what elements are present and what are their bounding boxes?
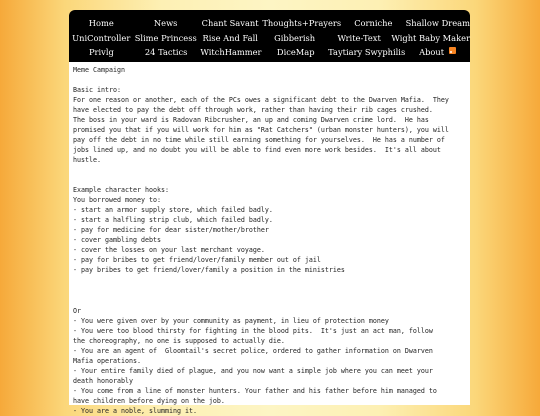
page-container: [69, 10, 470, 405]
nav-corniche-link[interactable]: Corniche: [341, 16, 405, 30]
text-line: Meme Campaign: [73, 66, 125, 74]
text-line: - You were given over by your community as payment, in lieu of protection money: [73, 317, 389, 325]
text-line: the choreography, no one is supposed to actually die.: [73, 337, 285, 345]
text-line: - start a halfling strip club, which failed badly.: [73, 216, 273, 224]
text-line: jobs lined up, and no doubt you will be able to find even more work besides. It's all about: [73, 146, 441, 154]
nav-slime-princess-link[interactable]: Slime Princess: [133, 31, 197, 45]
nav-row-2: [69, 31, 470, 46]
text-line: - You are a noble, slumming it.: [73, 407, 197, 415]
nav-gibberish-link[interactable]: Gibberish: [262, 31, 326, 45]
nav-row-3: [69, 45, 470, 60]
text-line: have elected to pay the debt off through work, rather than having their rib cages crushed.: [73, 106, 433, 114]
nav-rise-and-fall-link[interactable]: Rise And Fall: [198, 31, 262, 45]
text-line: - start an armor supply store, which failed badly.: [73, 206, 273, 214]
nav-write-text-link[interactable]: Write-Text: [327, 31, 391, 45]
text-line: - pay bribes to get friend/lover/family a position in the ministries: [73, 266, 345, 274]
nav-24-tactics-link[interactable]: 24 Tactics: [134, 45, 199, 59]
text-line: For one reason or another, each of the PCs owes a significant debt to the Dwarven Mafia. They: [73, 96, 449, 104]
document-text: [73, 65, 466, 416]
text-line: - You were too blood thirsty for fighting in the blood pits. It's just an act man, follow: [73, 327, 433, 335]
nav-about-link[interactable]: About: [419, 47, 444, 57]
rss-feed-icon[interactable]: [449, 47, 456, 54]
nav-home-link[interactable]: Home: [69, 16, 133, 30]
text-line: Basic intro:: [73, 86, 121, 94]
text-line: Mafia operations.: [73, 357, 141, 365]
nav-privlg-link[interactable]: Privlg: [69, 45, 134, 59]
text-line: - cover the losses on your last merchant voyage.: [73, 246, 265, 254]
text-line: Example character hooks:: [73, 186, 169, 194]
text-line: - Your entire family died of plague, and you now want a simple job where you can meet your: [73, 367, 433, 375]
text-line: The boss in your ward is Radovan Ribcrusher, an up and coming Dwarven crime lord. He has: [73, 116, 429, 124]
nav-wight-baby-maker-link[interactable]: Wight Baby Maker: [391, 31, 470, 45]
nav-news-link[interactable]: News: [133, 16, 197, 30]
content-area: [69, 62, 470, 405]
nav-taytiary-swyphilis-link[interactable]: Taytiary Swyphilis: [328, 45, 405, 59]
text-line: - pay for bribes to get friend/lover/family member out of jail: [73, 256, 321, 264]
text-line: - You are an agent of Gloomtail's secret police, ordered to gather information on Dwarven: [73, 347, 433, 355]
text-line: Or: [73, 307, 81, 315]
nav-witchhammer-link[interactable]: WitchHammer: [199, 45, 264, 59]
text-line: You borrowed money to:: [73, 196, 161, 204]
text-line: pay off the debt in no time while still earning something for yourselves. He has a number of: [73, 136, 445, 144]
nav-about-item: [405, 45, 470, 59]
text-line: - pay for medicine for dear sister/mother/brother: [73, 226, 269, 234]
top-navigation: [69, 10, 470, 62]
text-line: death honorably: [73, 377, 133, 385]
nav-chant-savant-link[interactable]: Chant Savant: [198, 16, 262, 30]
nav-thoughts-prayers-link[interactable]: Thoughts+Prayers: [262, 16, 341, 30]
nav-row-1: [69, 16, 470, 31]
text-line: - You come from a line of monster hunters. Your father and his father before him managed to: [73, 387, 437, 395]
text-line: have children before dying on the job.: [73, 397, 225, 405]
text-line: hustle.: [73, 156, 101, 164]
nav-dicemap-link[interactable]: DiceMap: [263, 45, 328, 59]
text-line: - cover gambling debts: [73, 236, 161, 244]
nav-shallow-dream-link[interactable]: Shallow Dream: [406, 16, 470, 30]
text-line: promised you that if you will work for him as "Rat Catchers" (urban monster hunters), you will: [73, 126, 449, 134]
nav-unicontroller-link[interactable]: UniController: [69, 31, 133, 45]
